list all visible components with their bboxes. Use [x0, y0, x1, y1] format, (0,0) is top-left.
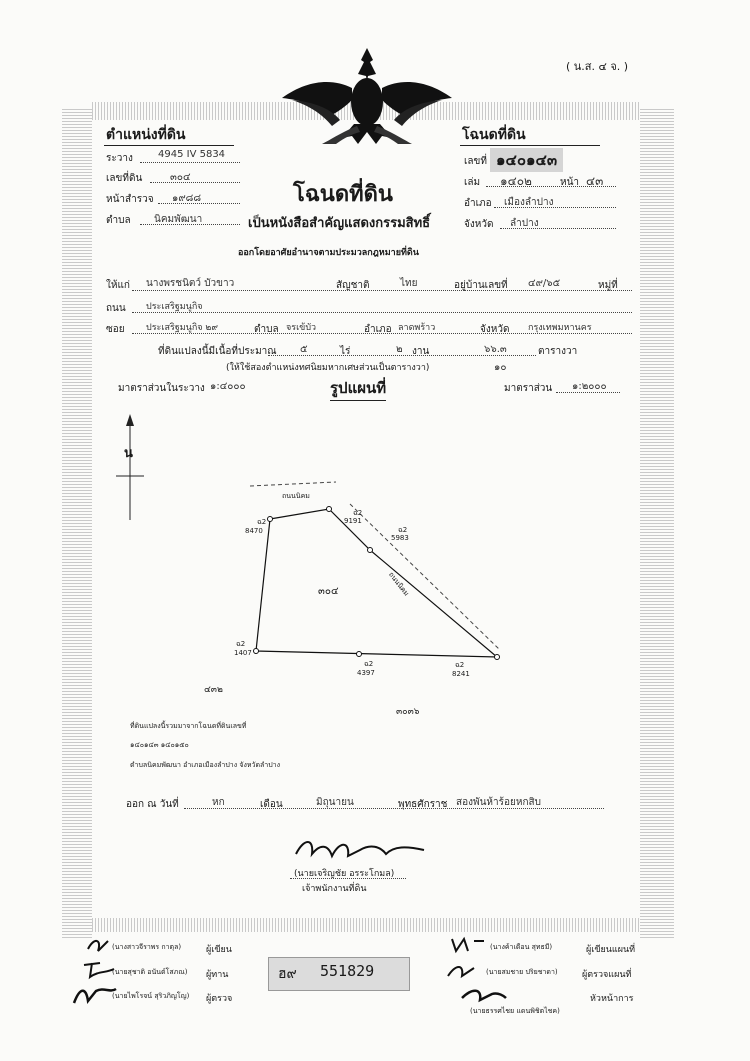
volume-label: เล่ม — [464, 177, 481, 188]
right-signer-role: หัวหน้าการ — [590, 994, 634, 1004]
marker-number: 8470 — [245, 527, 263, 535]
garuda-emblem-icon — [272, 40, 462, 150]
main-title: โฉนดที่ดิน — [293, 182, 393, 207]
area-note: (ให้ใช้สองตำแหน่งทศนิยมหากเศษส่วนเป็นตารางวา) — [226, 363, 430, 373]
survey-page-dots — [158, 203, 240, 204]
page-label: หน้า — [560, 177, 580, 188]
marker-number: 1407 — [234, 649, 252, 657]
changwat-label: จังหวัด — [480, 324, 510, 335]
deed-heading: โฉนดที่ดิน — [462, 127, 526, 143]
area-dots — [268, 355, 536, 356]
right-signer-name: (นายธรรศไชย แดนพิชิตไชค) — [470, 1007, 560, 1015]
issue-month: มิถุนายน — [316, 797, 354, 808]
left-signer-name: (นายไพโรจน์ สุริวภิญโญ) — [112, 992, 190, 1000]
map-scale-label: มาตราส่วน — [504, 383, 553, 394]
officer-title: เจ้าพนักงานที่ดิน — [302, 884, 367, 894]
right-signer-name: (นายสมชาย ปริยชาดา) — [486, 968, 558, 976]
parcel-map — [100, 400, 620, 740]
serial-number: 551829 — [320, 962, 375, 980]
area-note-value: ๑๐ — [494, 362, 507, 373]
sheet-dots — [140, 162, 240, 163]
authority-line: ออกโดยอาศัยอำนาจตามประมวลกฎหมายที่ดิน — [238, 248, 419, 258]
marker-number: 8241 — [452, 670, 470, 678]
marker-number: 5983 — [391, 534, 409, 542]
north-label: น — [124, 446, 133, 461]
officer-signature — [290, 832, 430, 868]
subdistrict-label: ตำบล — [106, 215, 131, 226]
boundary-marker — [495, 655, 500, 660]
issue-year: สองพันห้าร้อยหกสิบ — [456, 797, 541, 808]
volume-value: ๑๔๐๒ — [500, 174, 532, 188]
nationality-value: ไทย — [400, 278, 418, 289]
survey-page-value: ๑๙๘๘ — [172, 193, 202, 204]
marker-code: ฉ2 — [398, 526, 408, 534]
parcel-number-label: ๓๐๔ — [318, 586, 339, 597]
map-scale-value: ๑:๒๐๐๐ — [572, 381, 607, 392]
signature-scribble — [458, 984, 508, 1006]
house-label: อยู่บ้านเลขที่ — [454, 280, 508, 291]
marker-code: ฉ2 — [236, 640, 246, 648]
left-signer-role: ผู้ทาน — [206, 970, 229, 980]
derived-location: ตำบลนิคมพัฒนา อำเภอเมืองลำปาง จังหวัดลำปาง — [130, 761, 281, 769]
owner-name: นางพรชนิตว์ บัวขาว — [146, 278, 235, 289]
heading-underline-left — [104, 145, 234, 146]
road-dots — [132, 312, 632, 313]
grant-label: ให้แก่ — [106, 280, 130, 291]
sheet-value: 4945 IV 5834 — [158, 149, 226, 160]
nationality-label: สัญชาติ — [336, 280, 370, 291]
marker-code: ฉ2 — [364, 660, 374, 668]
soi-label: ซอย — [106, 324, 125, 335]
issue-day: หก — [212, 797, 225, 808]
sheet-label: ระวาง — [106, 153, 133, 164]
province-value: ลำปาง — [510, 218, 539, 229]
derived-numbers: ๑๔๐๑๔๓ ๑๔๐๑๕๐ — [130, 741, 189, 749]
soi-value: ประเสริฐมนูกิจ ๒๙ — [146, 323, 218, 333]
parcel-dots — [150, 182, 240, 183]
boundary-marker — [327, 507, 332, 512]
map-scale-dots — [556, 392, 620, 393]
officer-name: (นายเจริญชัย อรระโกมล) — [294, 869, 395, 879]
deed-number-value: ๑๔๐๑๔๓ — [490, 148, 563, 172]
tambon-value: จรเข้บัว — [286, 323, 317, 333]
right-signer-role: ผู้เขียนแผนที่ — [586, 945, 636, 955]
volume-dots — [486, 186, 616, 187]
amphoe-value: ลาดพร้าว — [398, 323, 436, 333]
signature-scribble — [448, 935, 488, 955]
boundary-marker — [357, 652, 362, 657]
marker-code: ฉ2 — [257, 518, 267, 526]
area-intro: ที่ดินแปลงนี้มีเนื้อที่ประมาณ — [158, 346, 277, 357]
left-signer-name: (นางสาวจีราพร กาตุล) — [112, 943, 182, 951]
changwat-value: กรุงเทพมหานคร — [528, 323, 592, 333]
sheet-scale-label: มาตราส่วนในระวาง — [118, 383, 205, 394]
moo-label: หมู่ที่ — [598, 280, 618, 291]
derived-note: ที่ดินแปลงนี้รวมมาจากโฉนดที่ดินเลขที่ — [130, 722, 247, 730]
road-value: ประเสริฐมนูกิจ — [146, 302, 203, 312]
right-signer-role: ผู้ตรวจแผนที่ — [582, 970, 632, 980]
issued-at-label: ออก ณ วันที่ — [126, 799, 179, 810]
parcel-label: เลขที่ดิน — [106, 173, 143, 184]
top-road-edge — [250, 482, 336, 486]
signature-scribble — [84, 935, 114, 955]
deed-number-label: เลขที่ — [464, 156, 487, 167]
wa-label: ตารางวา — [538, 346, 578, 357]
issue-year-label: พุทธศักราช — [398, 799, 448, 810]
ngan-label: งาน — [412, 346, 430, 357]
issue-month-label: เดือน — [260, 799, 283, 810]
boundary-marker — [268, 517, 273, 522]
rai-value: ๕ — [300, 344, 308, 355]
form-code: ( น.ส. ๔ จ. ) — [566, 60, 629, 73]
rai-label: ไร่ — [340, 346, 351, 357]
boundary-marker — [254, 649, 259, 654]
officer-dots — [290, 878, 406, 879]
survey-page-label: หน้าสำรวจ — [106, 194, 154, 205]
neighbor-bottom-label: ๓๐๓๖ — [396, 707, 420, 717]
province-label: จังหวัด — [464, 219, 494, 230]
bottom-security-strip — [92, 918, 640, 932]
district-dots — [494, 207, 616, 208]
diagonal-road-edge — [350, 504, 500, 650]
issue-dots — [184, 808, 604, 809]
road-label: ถนน — [106, 303, 126, 314]
left-signer-role: ผู้ตรวจ — [206, 994, 233, 1004]
left-signer-role: ผู้เขียน — [206, 945, 232, 955]
subdistrict-dots — [140, 224, 240, 225]
serial-prefix: ฮ๙ — [278, 966, 297, 982]
subtitle: เป็นหนังสือสำคัญแสดงกรรมสิทธิ์ — [248, 216, 431, 231]
house-value: ๔๙/๖๕ — [528, 278, 561, 289]
tambon-label: ตำบล — [254, 324, 279, 335]
location-heading: ตำแหน่งที่ดิน — [106, 127, 186, 143]
marker-code: ฉ2 — [455, 661, 465, 669]
signature-scribble — [444, 960, 484, 982]
road-top-label: ถนนนิคม — [282, 492, 310, 500]
north-arrow-head-icon — [126, 414, 134, 426]
parcel-boundary — [256, 509, 497, 657]
ngan-value: ๒ — [396, 344, 403, 355]
subdistrict-value: นิคมพัฒนา — [154, 214, 203, 225]
neighbor-left-label: ๔๓๒ — [204, 685, 223, 695]
district-label: อำเภอ — [464, 198, 492, 209]
left-signer-name: (นายสุชาติ อนันต์โสภณ) — [112, 968, 188, 976]
soi-dots — [132, 333, 632, 334]
boundary-marker — [368, 548, 373, 553]
district-value: เมืองลำปาง — [504, 197, 554, 208]
wa-value: ๖๖.๓ — [484, 344, 507, 355]
right-signer-name: (นางค้าเดือน สุทธมี) — [490, 943, 553, 951]
owner-row1-dots — [132, 290, 632, 291]
marker-number: 9191 — [344, 517, 362, 525]
parcel-value: ๓๐๔ — [170, 172, 191, 183]
marker-code: ฉ2 — [353, 509, 363, 517]
heading-underline-right — [460, 145, 600, 146]
left-security-strip — [62, 108, 92, 938]
sheet-scale-value: ๑:๔๐๐๐ — [210, 381, 246, 392]
right-security-strip — [640, 108, 674, 938]
marker-number: 4397 — [357, 669, 375, 677]
page-value: ๔๓ — [586, 174, 604, 188]
road-diagonal-label: ถนนนิคม — [386, 570, 411, 598]
province-dots — [500, 228, 616, 229]
amphoe-label: อำเภอ — [364, 324, 392, 335]
map-title: รูปแผนที่ — [330, 376, 386, 401]
